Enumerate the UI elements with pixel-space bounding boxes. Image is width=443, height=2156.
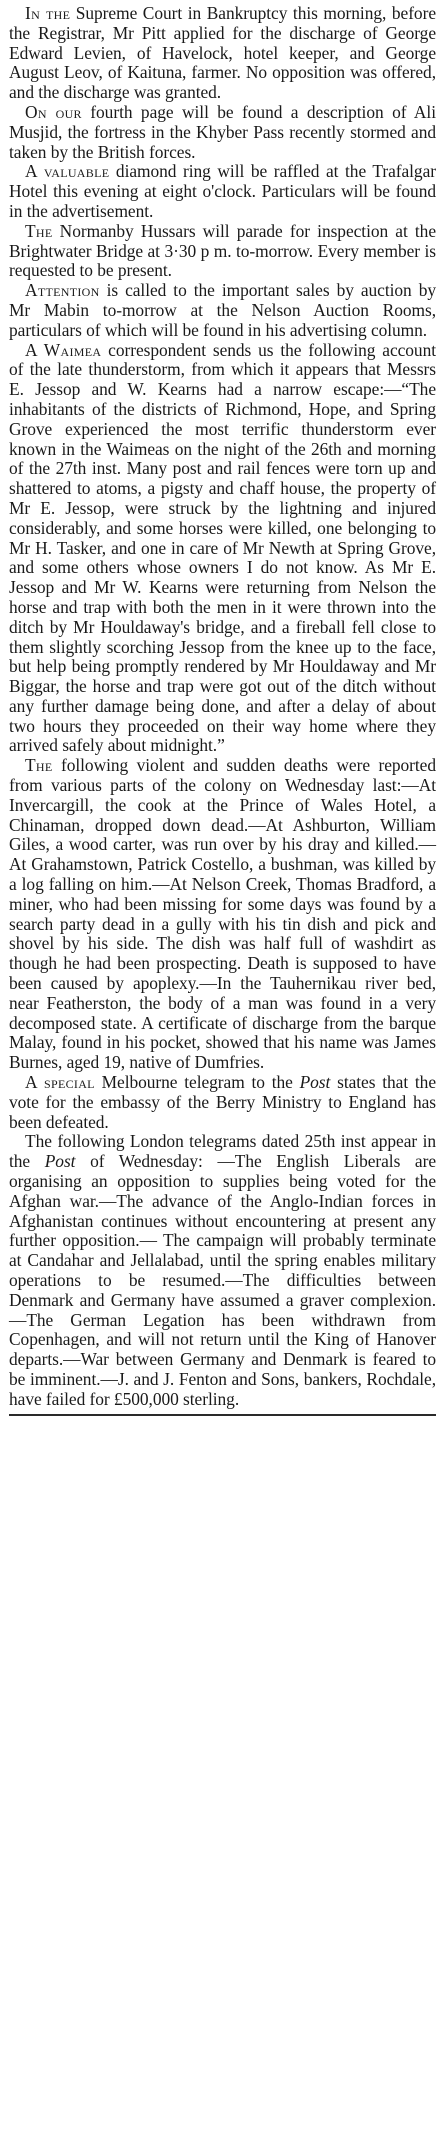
article-diamond-ring — [9, 162, 436, 221]
article-auction-sales — [9, 281, 436, 340]
lead-words: A special — [25, 1072, 95, 1093]
article-london-telegrams — [9, 1132, 436, 1409]
article-normanby-hussars — [9, 222, 436, 281]
article-text: The following London telegrams dated 25th inst appear in the — [9, 1131, 436, 1172]
lead-words: Attention — [25, 280, 100, 301]
article-text: Melbourne telegram to the — [94, 1072, 300, 1093]
lead-words: A Waimea — [25, 339, 102, 360]
lead-words: In the — [25, 3, 71, 23]
article-text: correspondent sends us the following account of the late thunderstorm, from which it appears that Messrs E. Jessop and W. Kearns had a narrow escape:—“The inhabitants of the districts of Richmond, Hope, and Spring Grove experienced the most terrific thunderstorm ever known in the Waimeas on the night of the 26th and morning of the 27th inst. Many post and rail fences were torn up and shattered to atoms, a pigsty and chaff house, the property of Mr E. Jessop, were struck by the lightning and injured considerably, and some horses were killed, one belonging to Mr H. Tasker, and one in care of Mr Newth at Spring Grove, and some others whose owners I do not know. As Mr E. Jessop and Mr W. Kearns were returning from Nelson the horse and trap with both the men in it were thrown into the ditch by Mr Houldaway's bridge, and a fireball fell close to them slightly scorching Jessop from the knee up to the face, but help being promptly rendered by Mr Houldaway and Mr Biggar, the horse and trap were got out of the ditch without any further damage being done, and after a delay of about two hours they proceeded on their way home where they arrived safely about midnight.” — [9, 339, 436, 756]
article-text: is called to the important sales by auction by Mr Mabin to-morrow at the Nelson Auction Rooms, particulars of which will be found in his advertising column. — [9, 280, 436, 340]
article-text: states that the vote for the embassy of the Berry Ministry to England has been defeated. — [9, 1072, 436, 1132]
lead-words: The — [25, 755, 53, 776]
article-text: fourth page will be found a description of Ali Musjid, the fortress in the Khyber Pass recently stormed and taken by the British forces. — [9, 101, 436, 162]
lead-words: A valuable — [25, 161, 110, 182]
article-thunderstorm — [9, 341, 436, 757]
article-text: diamond ring will be raffled at the Trafalgar Hotel this evening at eight o'clock. Particulars will be found in the advertisement. — [9, 161, 436, 221]
lead-words: On our — [25, 101, 82, 122]
column-end-rule — [9, 1414, 436, 1416]
article-melbourne-telegram — [9, 1073, 436, 1132]
article-sudden-deaths — [9, 756, 436, 1073]
article-text: of Wednesday: —The English Liberals are organising an opposition to supplies being voted for the Afghan war.—The advance of the Anglo-Indian forces in Afghanistan continues without encountering at present any further opposition.— The campaign will probably terminate at Candahar and Jellalabad, until the spring enables military operations to be resumed.—The difficulties between Denmark and Germany have assumed a graver complexion.—The German Legation has been withdrawn from Copenhagen, and will not return until the King of Hanover departs.—War between Germany and Denmark is feared to be imminent.—J. and J. Fenton and Sons, bankers, Rochdale, have failed for £500,000 sterling. — [9, 1151, 436, 1409]
article-ali-musjid — [9, 103, 436, 162]
article-text: Normanby Hussars will parade for inspection at the Brightwater Bridge at 3·30 p m. to-morrow. Every member is requested to be present. — [9, 220, 436, 281]
article-text: following violent and sudden deaths were reported from various parts of the colony on Wednesday last:—At Invercargill, the cook at the Prince of Wales Hotel, a Chinaman, dropped down dead.—At Ashburton, William Giles, a wood carter, was run over by his dray and killed.—At Grahamstown, Patrick Costello, a bushman, was killed by a log falling on him.—At Nelson Creek, Thomas Bradford, a miner, who had been missing for some days was found by a search party dead in a gully with his tin dish and pick and shovel by his side. The dish was half full of washdirt as though he had been prospecting. Death is supposed to have been caused by apoplexy.—In the Tauhernikau river bed, near Featherston, the body of a man was found in a very decomposed state. A certificate of discharge from the barque Malay, found in his pocket, showed that his name was James Burnes, aged 19, native of Dumfries. — [9, 755, 436, 1073]
newspaper-name: Post — [299, 1072, 331, 1093]
article-text: Supreme Court in Bankruptcy this morning, before the Registrar, Mr Pitt applied for the discharge of George Edward Levien, of Havelock, hotel keeper, and George August Leov, of Kaituna, farmer. No opposition was offered, and the discharge was granted. — [9, 3, 436, 103]
article-bankruptcy — [9, 4, 436, 103]
lead-words: The — [25, 220, 53, 241]
newspaper-name: Post — [44, 1151, 76, 1172]
